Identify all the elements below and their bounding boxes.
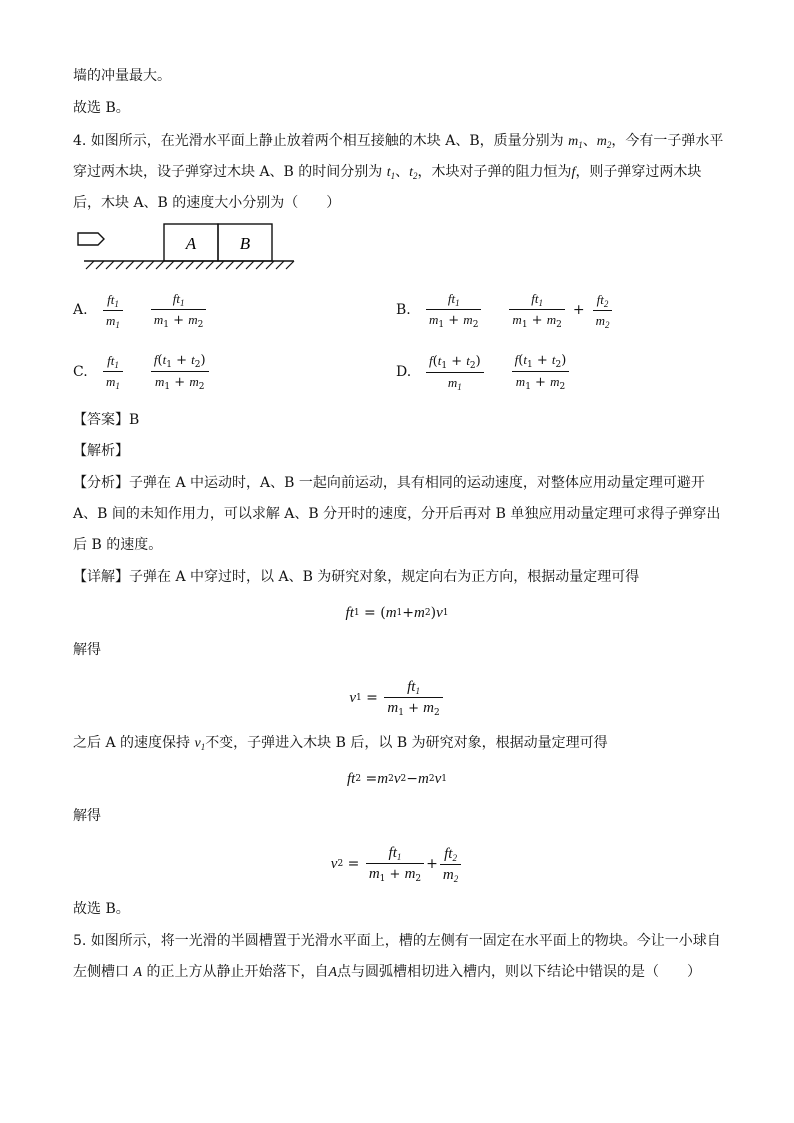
option-b[interactable]: B. $\frac{ft_1}{m_1 + m_2}$ $\frac{ft_1}{m_1 + m_2}$ + $\frac{ft_2}{m_2}$: [396, 291, 614, 329]
option-c[interactable]: C. $\frac{ft_1}{m_1}$ $\frac{f(t_1 + t_2)}{m_1 + m_2}$: [73, 352, 211, 391]
text: 的正上方从静止开始落下，自: [146, 964, 329, 980]
equation-4: v 2 = $\frac{ft_1}{m_1 + m_2}$ + $\frac{ft_2}{m_2}$: [0, 842, 794, 886]
text: 点与圆弧槽相切进入槽内，则以下结论中错误的是（ ）: [337, 964, 702, 980]
option-label: C.: [73, 363, 88, 380]
ground-hatch: [86, 261, 294, 269]
math-a: A: [133, 965, 143, 980]
text-line: 故选 B。: [73, 901, 130, 917]
detail-line: 【详解】子弹在 A 中穿过时，以 A、B 为研究对象，规定向右为正方向，根据动量定理可得: [73, 569, 640, 585]
bullet-blocks-figure: [76, 222, 300, 274]
block-a-label: A: [185, 234, 197, 253]
equation-2: v 1 = $\frac{ft_1}{m_1 + m_2}$: [0, 676, 794, 720]
answer-line: 【答案】B: [73, 412, 140, 428]
text: 左侧槽口: [73, 964, 129, 980]
option-label: B.: [396, 302, 411, 318]
question-4-line-3: 后，木块 A、B 的速度大小分别为（ ）: [73, 195, 341, 211]
analysis-line: 后 B 的速度。: [73, 537, 163, 553]
text: 4. 如图所示，在光滑水平面上静止放着两个相互接触的木块 A、B，质量分别为: [73, 133, 564, 149]
text-line: 解得: [73, 642, 101, 658]
question-4-line-2: 穿过两木块，设子弹穿过木块 A、B 的时间分别为 $t_1$、$t_2$，木块对子弹的阻力恒为f，则子弹穿过两木块: [73, 164, 702, 181]
block-b-label: B: [239, 234, 251, 253]
option-label: D.: [396, 363, 412, 380]
text-line: 故选 B。: [73, 100, 130, 116]
text: 不变，子弹进入木块 B 后，以 B 为研究对象，根据动量定理可得: [205, 735, 608, 751]
equation-1: ft 1 = ( m 1 + m 2 ) v 1: [345, 604, 449, 621]
question-5-line-2: [73, 962, 701, 983]
option-d[interactable]: D. $\frac{f(t_1 + t_2)}{m_1}$ $\frac{f(t_1 + t_2)}{m_1 + m_2}$: [396, 352, 571, 391]
text: ，则子弹穿过两木块: [575, 164, 702, 180]
math-m1: $m_1$: [568, 134, 583, 150]
math-t2: $t_2$: [409, 165, 418, 181]
math-v1: $v_1$: [194, 736, 206, 752]
text-line: 解得: [73, 808, 101, 824]
analysis-line: 【分析】子弹在 A 中运动时，A、B 一起向前运动，具有相同的运动速度，对整体应用动量定理可避开: [73, 475, 705, 491]
text: 之后 A 的速度保持: [73, 735, 191, 751]
math-f: f: [571, 165, 576, 180]
math-a: A: [328, 965, 338, 980]
option-label: A.: [73, 302, 88, 318]
math-m2: $m_2$: [596, 134, 612, 150]
bullet-icon: [78, 233, 104, 245]
question-4-line-1: 4. 如图所示，在光滑水平面上静止放着两个相互接触的木块 A、B，质量分别为 $m_1$、$m_2$，今有一子弹水平: [73, 133, 724, 150]
text-line: 墙的冲量最大。: [73, 68, 171, 84]
text: ，木块对子弹的阻力恒为: [417, 164, 572, 180]
analysis-heading: 【解析】: [73, 443, 129, 459]
option-a[interactable]: A. $\frac{ft_1}{m_1}$ $\frac{ft_1}{m_1 + m_2}$: [73, 291, 208, 329]
text: 穿过两木块，设子弹穿过木块 A、B 的时间分别为: [73, 164, 383, 180]
math-t1: $t_1$: [386, 165, 396, 181]
question-5-line-1: 5. 如图所示，将一光滑的半圆槽置于光滑水平面上，槽的左侧有一固定在水平面上的物块。今让一小球自: [73, 933, 721, 949]
analysis-line: A、B 间的未知作用力，可以求解 A、B 分开时的速度，分开后再对 B 单独应用动量定理可求得子弹穿出: [73, 506, 721, 522]
equation-3: ft 2 = m 2 v 2 − m 2 v 1: [347, 770, 447, 787]
text: ，今有一子弹水平: [611, 133, 724, 149]
text-line: [73, 733, 608, 754]
